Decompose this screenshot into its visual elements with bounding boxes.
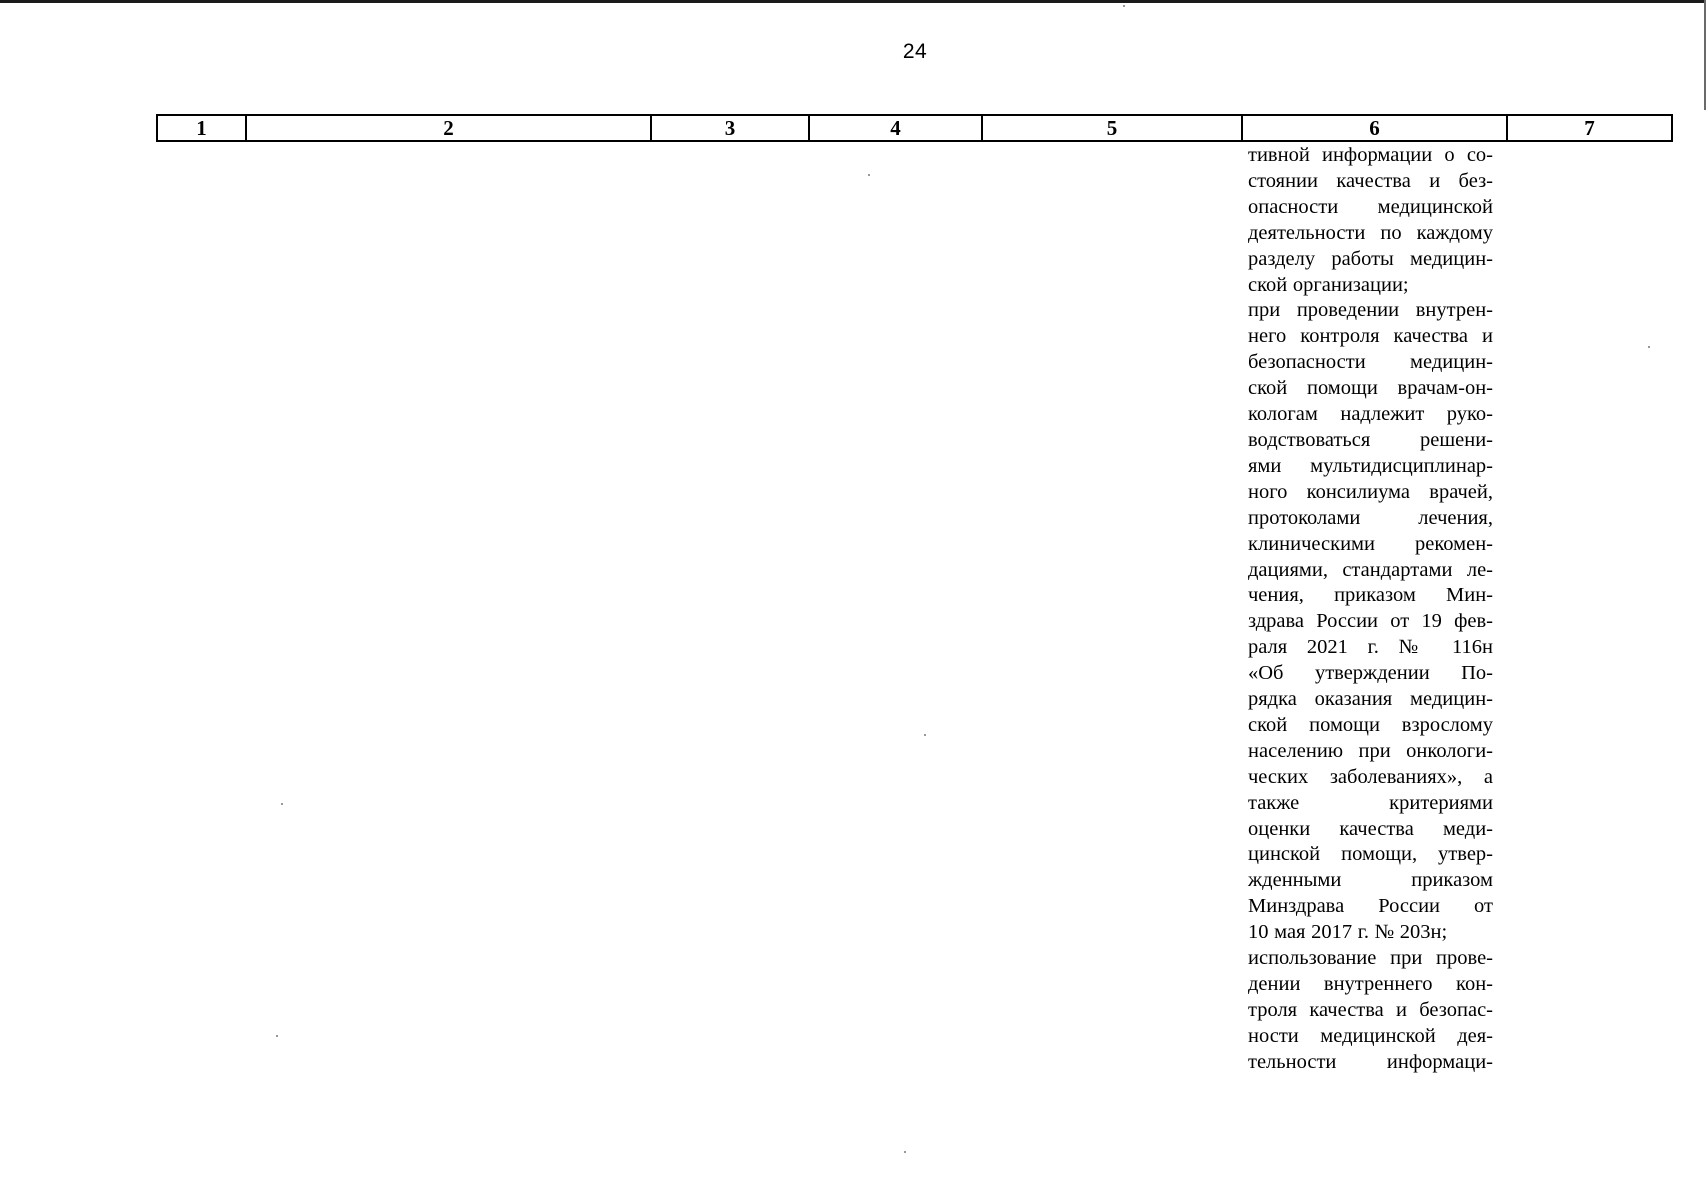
column-6-cell-text <box>1248 143 1493 1076</box>
text-line: тивной информации о со- <box>1248 144 1493 166</box>
text-line: цинской помощи, утвер- <box>1248 843 1493 866</box>
text-line: при проведении внутрен- <box>1248 299 1493 322</box>
text-line: здрава России от 19 фев- <box>1248 610 1493 633</box>
text-line: безопасности медицин- <box>1248 351 1493 374</box>
scan-speck <box>904 1151 906 1153</box>
text-line: «Об утверждении По- <box>1248 662 1493 685</box>
text-line: троля качества и безопас- <box>1248 998 1493 1021</box>
text-line: разделу работы медицин- <box>1248 247 1493 270</box>
text-line: опасности медицинской <box>1248 195 1493 218</box>
text-line: ями мультидисциплинар- <box>1248 454 1493 477</box>
text-line: также критериями <box>1248 791 1493 814</box>
text-line: рядка оказания медицин- <box>1248 688 1493 711</box>
column-header-row <box>157 115 1672 141</box>
text-line: дении внутреннего кон- <box>1248 973 1493 995</box>
scan-top-edge <box>0 0 1706 3</box>
scan-speck <box>276 1035 278 1037</box>
text-line: ности медицинской дея- <box>1248 1024 1493 1047</box>
text-line: протоколами лечения, <box>1248 506 1493 529</box>
column-header-1: 1 <box>157 115 246 141</box>
scan-speck <box>924 734 926 736</box>
text-line: кологам надлежит руко- <box>1248 403 1493 426</box>
column-header-4: 4 <box>809 115 982 141</box>
text-line: деятельности по каждому <box>1248 221 1493 244</box>
scan-speck <box>1123 5 1125 7</box>
text-line: ческих заболеваниях», а <box>1248 765 1493 788</box>
page-number: 24 <box>902 40 928 63</box>
text-line: ской помощи врачам-он- <box>1248 377 1493 400</box>
text-line: населению при онкологи- <box>1248 739 1493 762</box>
text-line: ного консилиума врачей, <box>1248 480 1493 503</box>
scan-speck <box>281 803 283 805</box>
text-line: 10 мая 2017 г. № 203н; <box>1248 921 1448 944</box>
text-line: Минздрава России от <box>1248 895 1493 918</box>
text-line: стоянии качества и без- <box>1248 169 1493 192</box>
column-header-2: 2 <box>246 115 651 141</box>
column-header-7: 7 <box>1507 115 1672 141</box>
text-line: водствоваться решени- <box>1248 428 1493 451</box>
scan-speck <box>868 174 870 176</box>
column-header-6: 6 <box>1242 115 1507 141</box>
column-header-table <box>156 114 1673 142</box>
column-header-3: 3 <box>651 115 809 141</box>
text-line: него контроля качества и <box>1248 325 1493 348</box>
text-line: тельности информаци- <box>1248 1050 1493 1073</box>
text-line: ской организации; <box>1248 273 1409 296</box>
text-line: раля 2021 г. № 116н <box>1248 636 1493 659</box>
column-header-5: 5 <box>982 115 1242 141</box>
text-line: ской помощи взрослому <box>1248 713 1493 736</box>
text-line: жденными приказом <box>1248 869 1493 892</box>
text-line: использование при прове- <box>1248 947 1493 970</box>
text-line: чения, приказом Мин- <box>1248 584 1493 607</box>
text-line: клиническими рекомен- <box>1248 532 1493 555</box>
text-line: дациями, стандартами ле- <box>1248 558 1493 581</box>
scan-speck <box>1648 346 1650 348</box>
text-line: оценки качества меди- <box>1248 817 1493 840</box>
